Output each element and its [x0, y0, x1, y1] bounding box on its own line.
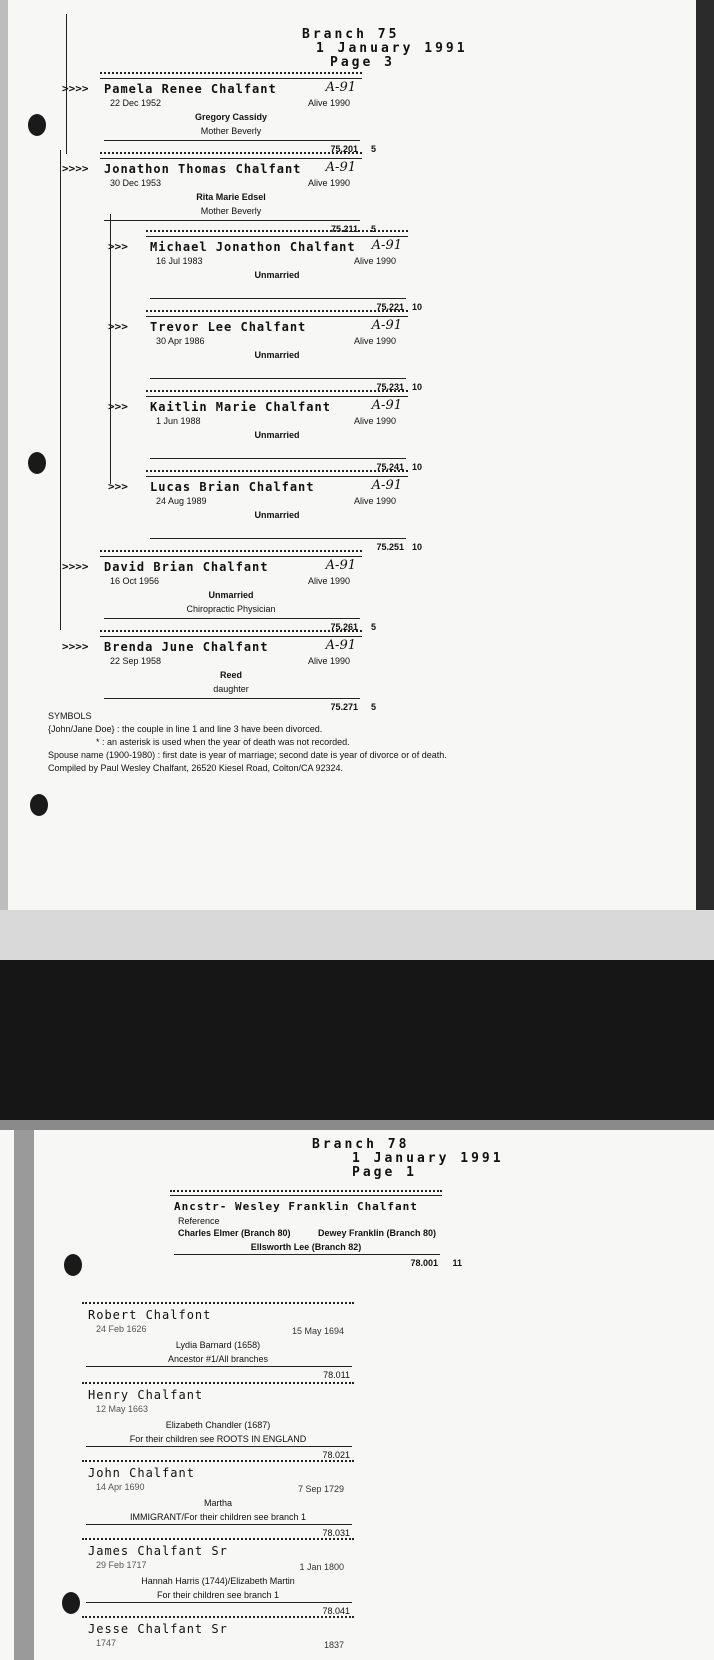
- birth-date: 12 May 1663: [96, 1404, 149, 1414]
- branch-number: Branch 75: [302, 27, 400, 42]
- spouse-name: Gregory Cassidy: [194, 112, 268, 122]
- generation-number: 10: [411, 542, 422, 552]
- punch-hole: [62, 1592, 80, 1614]
- generation-number: 10: [411, 382, 422, 392]
- tree-line: [60, 150, 61, 630]
- birth-date: 1747: [96, 1638, 117, 1648]
- spouse-name: Elizabeth Chandler (1687): [165, 1420, 271, 1430]
- ancestor-entry: [170, 1190, 462, 1268]
- living-status: Alive 1990: [307, 178, 350, 188]
- person-name: Trevor Lee Chalfant: [150, 320, 307, 334]
- birth-date: 24 Feb 1626: [96, 1324, 147, 1334]
- family-entry: [62, 630, 376, 712]
- page-number: Page 3: [330, 55, 395, 70]
- entry-baseline: [150, 458, 406, 459]
- reference-number: 78.031: [322, 1528, 350, 1538]
- person-name: Jesse Chalfant Sr: [88, 1622, 228, 1636]
- person-name: Kaitlin Marie Chalfant: [150, 400, 331, 414]
- birth-date: 22 Sep 1958: [110, 656, 162, 666]
- handwritten-annotation: A-91: [371, 238, 402, 253]
- death-date: 7 Sep 1729: [297, 1484, 344, 1494]
- spouse-name: Reed: [219, 670, 242, 680]
- punch-hole: [64, 1254, 82, 1276]
- entry-baseline: [150, 298, 406, 299]
- birth-date: 24 Aug 1989: [156, 496, 207, 506]
- spouse-name: Lydia Barnard (1658): [175, 1340, 261, 1350]
- generation-arrow: >>>>: [62, 560, 89, 573]
- entry-baseline: [104, 618, 360, 619]
- entry-note: IMMIGRANT/For their children see branch 1: [129, 1512, 307, 1522]
- handwritten-annotation: A-91: [371, 318, 402, 333]
- birth-date: 30 Dec 1953: [110, 178, 162, 188]
- generation-number: 11: [452, 1258, 462, 1268]
- generation-arrow: >>>: [108, 480, 128, 493]
- birth-date: 16 Oct 1956: [110, 576, 160, 586]
- entry-baseline: [150, 538, 406, 539]
- birth-date: 1 Jun 1988: [156, 416, 201, 426]
- birth-date: 22 Dec 1952: [110, 98, 162, 108]
- scanned-page-branch-78: [0, 1130, 714, 1660]
- handwritten-annotation: A-91: [371, 398, 402, 413]
- living-status: Alive 1990: [353, 256, 396, 266]
- scan-edge: [0, 0, 8, 910]
- living-status: Alive 1990: [353, 336, 396, 346]
- living-status: Alive 1990: [307, 656, 350, 666]
- living-status: Alive 1990: [307, 98, 350, 108]
- family-entry: [62, 72, 376, 154]
- reference-number: 78.021: [322, 1450, 350, 1460]
- report-date: 1 January 1991: [316, 41, 468, 56]
- entry-rule: [170, 1190, 442, 1196]
- entry-rule: [100, 72, 362, 79]
- parent-branch: Ellsworth Lee (Branch 82): [250, 1242, 362, 1252]
- entry-rule: [82, 1538, 354, 1540]
- entry-baseline: [104, 140, 360, 141]
- parent-branch: Dewey Franklin (Branch 80): [317, 1228, 436, 1238]
- person-name: Jonathon Thomas Chalfant: [104, 162, 302, 176]
- family-entry: [108, 310, 422, 392]
- reference-number: 75.201: [330, 144, 358, 154]
- parent-branch: Charles Elmer (Branch 80): [178, 1228, 291, 1238]
- reference-number: 75.211: [330, 224, 358, 234]
- family-entry: [108, 230, 422, 312]
- generation-arrow: >>>: [108, 320, 128, 333]
- handwritten-annotation: A-91: [371, 478, 402, 493]
- entry-baseline: [86, 1366, 352, 1367]
- entry-note: Chiropractic Physician: [186, 604, 276, 614]
- birth-date: 29 Feb 1717: [96, 1560, 147, 1570]
- entry-note: Mother Beverly: [200, 206, 262, 216]
- reference-number: 75.231: [376, 382, 404, 392]
- person-name: Pamela Renee Chalfant: [104, 82, 277, 96]
- handwritten-annotation: A-91: [325, 160, 356, 175]
- entry-baseline: [104, 698, 360, 699]
- entry-baseline: [104, 220, 360, 221]
- entry-rule: [82, 1616, 354, 1618]
- symbols-legend: [48, 710, 447, 775]
- person-name: Robert Chalfont: [88, 1308, 212, 1322]
- entry-note: For their children see ROOTS IN ENGLAND: [129, 1434, 307, 1444]
- reference-number: 75.251: [376, 542, 404, 552]
- death-date: 1837: [323, 1640, 344, 1650]
- person-name: David Brian Chalfant: [104, 560, 269, 574]
- entry-baseline: [86, 1524, 352, 1525]
- symbols-spouse-note: Spouse name (1900-1980) : first date is year of marriage; second date is year of divorce or of death.: [48, 750, 447, 760]
- family-entry: [108, 390, 422, 472]
- death-date: 15 May 1694: [291, 1326, 344, 1336]
- entry-baseline: [174, 1254, 440, 1255]
- tree-line: [110, 214, 111, 484]
- branch-number: Branch 78: [312, 1137, 410, 1152]
- scan-edge: [14, 1130, 34, 1660]
- ancestor-title: Ancstr- Wesley Franklin Chalfant: [174, 1200, 418, 1213]
- page-number: Page 1: [352, 1165, 417, 1180]
- person-name: James Chalfant Sr: [88, 1544, 228, 1558]
- reference-number: 75.221: [376, 302, 404, 312]
- symbols-heading: SYMBOLS: [48, 711, 92, 721]
- person-name: Lucas Brian Chalfant: [150, 480, 315, 494]
- spouse-name: Unmarried: [254, 270, 300, 280]
- entry-note: Mother Beverly: [200, 126, 262, 136]
- generation-arrow: >>>>: [62, 640, 89, 653]
- reference-number: 78.041: [322, 1606, 350, 1616]
- generation-number: 10: [411, 462, 422, 472]
- scan-gap-dark: [0, 960, 714, 1130]
- generation-number: 5: [370, 622, 376, 632]
- punch-hole: [28, 114, 46, 136]
- person-name: Michael Jonathon Chalfant: [150, 240, 356, 254]
- spouse-name: Hannah Harris (1744)/Elizabeth Martin: [141, 1576, 295, 1586]
- generation-number: 10: [411, 302, 422, 312]
- lineage-entry: [82, 1460, 354, 1536]
- person-name: Brenda June Chalfant: [104, 640, 269, 654]
- entry-note: daughter: [213, 684, 249, 694]
- entry-note: For their children see branch 1: [156, 1590, 280, 1600]
- punch-hole: [30, 794, 48, 816]
- lineage-entry: [82, 1538, 354, 1614]
- family-entry: [108, 470, 422, 552]
- birth-date: 16 Jul 1983: [156, 256, 203, 266]
- handwritten-annotation: A-91: [325, 638, 356, 653]
- entry-rule: [100, 152, 362, 159]
- family-entry: [62, 550, 376, 632]
- entry-rule: [82, 1382, 354, 1384]
- generation-arrow: >>>>: [62, 82, 89, 95]
- entry-rule: [82, 1460, 354, 1462]
- entry-rule: [100, 550, 362, 557]
- lineage-entry: [82, 1302, 354, 1378]
- death-date: 1 Jan 1800: [299, 1562, 344, 1572]
- entry-rule: [100, 630, 362, 637]
- entry-rule: [146, 230, 408, 237]
- generation-arrow: >>>: [108, 240, 128, 253]
- handwritten-annotation: A-91: [325, 80, 356, 95]
- generation-arrow: >>>>: [62, 162, 89, 175]
- birth-date: 14 Apr 1690: [96, 1482, 145, 1492]
- living-status: Alive 1990: [307, 576, 350, 586]
- entry-baseline: [86, 1602, 352, 1603]
- living-status: Alive 1990: [353, 416, 396, 426]
- spouse-name: Unmarried: [254, 430, 300, 440]
- reference-number: 78.001: [410, 1258, 438, 1268]
- handwritten-annotation: A-91: [325, 558, 356, 573]
- reference-label: Reference: [178, 1216, 220, 1226]
- symbols-asterisk-note: * : an asterisk is used when the year of death was not recorded.: [96, 737, 350, 747]
- entry-rule: [146, 390, 408, 397]
- entry-rule: [146, 470, 408, 477]
- lineage-entry: [82, 1382, 354, 1458]
- spouse-name: Unmarried: [254, 510, 300, 520]
- family-entry: [62, 152, 376, 234]
- lineage-entry: [82, 1616, 354, 1656]
- spouse-name: Martha: [203, 1498, 232, 1508]
- entry-baseline: [150, 378, 406, 379]
- reference-number: 75.261: [330, 622, 358, 632]
- scan-edge: [696, 0, 714, 910]
- entry-baseline: [86, 1446, 352, 1447]
- entry-rule: [82, 1302, 354, 1304]
- generation-number: 5: [370, 144, 376, 154]
- living-status: Alive 1990: [353, 496, 396, 506]
- symbols-divorce-note: {John/Jane Doe} : the couple in line 1 and line 3 have been divorced.: [48, 724, 323, 734]
- generation-arrow: >>>: [108, 400, 128, 413]
- spouse-name: Rita Marie Edsel: [196, 192, 266, 202]
- reference-number: 78.011: [323, 1370, 350, 1380]
- reference-number: 75.241: [376, 462, 404, 472]
- person-name: John Chalfant: [88, 1466, 195, 1480]
- person-name: Henry Chalfant: [88, 1388, 204, 1402]
- report-date: 1 January 1991: [352, 1151, 504, 1166]
- punch-hole: [28, 452, 46, 474]
- entry-note: Ancestor #1/All branches: [167, 1354, 269, 1364]
- generation-number: 5: [370, 702, 376, 712]
- birth-date: 30 Apr 1986: [156, 336, 205, 346]
- scan-gap: [0, 910, 714, 960]
- spouse-name: Unmarried: [208, 590, 254, 600]
- spouse-name: Unmarried: [254, 350, 300, 360]
- compiler-credit: Compiled by Paul Wesley Chalfant, 26520 Kiesel Road, Colton/CA 92324.: [48, 763, 344, 773]
- generation-number: 5: [370, 224, 376, 234]
- reference-number: 75.271: [330, 702, 358, 712]
- entry-rule: [146, 310, 408, 317]
